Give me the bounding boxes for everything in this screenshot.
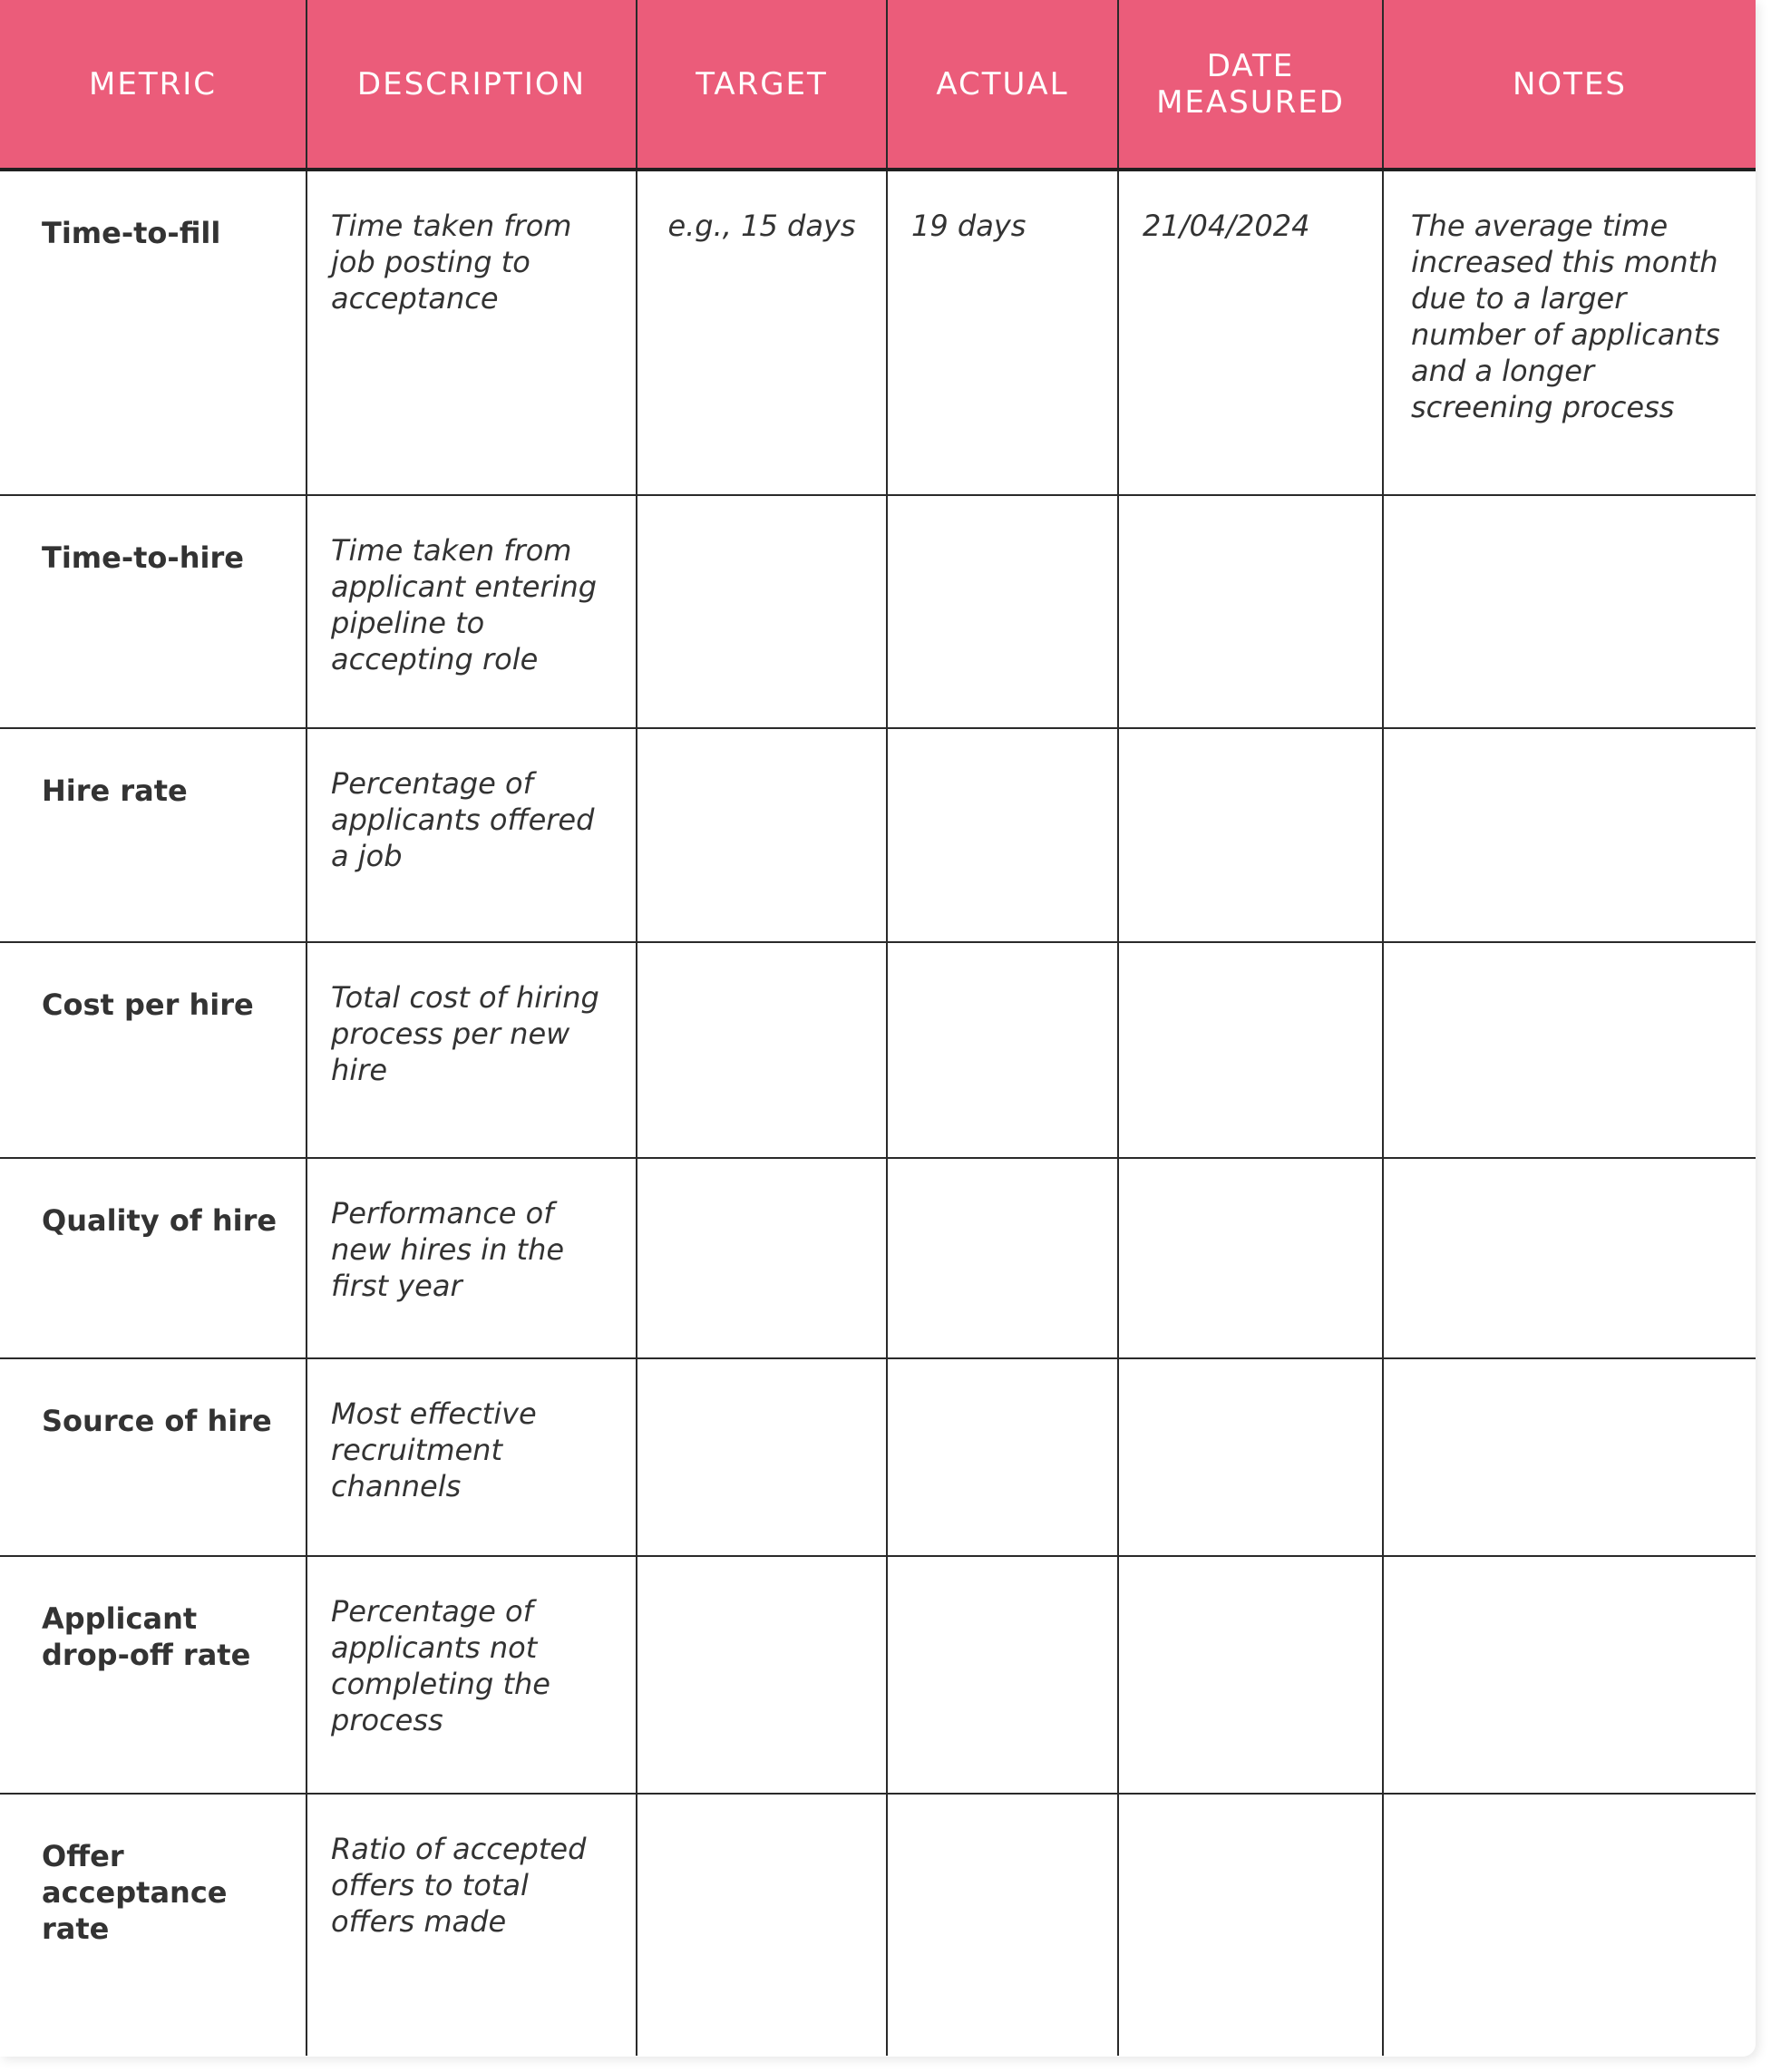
date-measured-cell[interactable] (1118, 1158, 1383, 1358)
notes-cell[interactable] (1383, 1556, 1756, 1794)
actual-cell[interactable] (887, 728, 1118, 942)
table-row (0, 1794, 1756, 2056)
target-cell[interactable]: e.g., 15 days (637, 170, 887, 495)
actual-cell[interactable] (887, 942, 1118, 1158)
actual-cell[interactable] (887, 495, 1118, 728)
table-row (0, 170, 1756, 495)
notes-cell[interactable] (1383, 1358, 1756, 1556)
description-cell: Percentage of applicants offered a job (307, 728, 637, 942)
header-notes: NOTES (1383, 0, 1756, 170)
table-header (0, 0, 1756, 170)
target-cell[interactable] (637, 1556, 887, 1794)
description-cell: Time taken from applicant entering pipeline to accepting role (307, 495, 637, 728)
metric-cell: Source of hire (0, 1358, 307, 1556)
metric-cell: Cost per hire (0, 942, 307, 1158)
table-row (0, 942, 1756, 1158)
target-cell[interactable] (637, 1358, 887, 1556)
table-row (0, 1556, 1756, 1794)
target-cell[interactable] (637, 1794, 887, 2056)
header-metric: METRIC (0, 0, 307, 170)
table-row (0, 728, 1756, 942)
actual-cell[interactable] (887, 1358, 1118, 1556)
notes-cell[interactable] (1383, 942, 1756, 1158)
description-cell: Most effective recruitment channels (307, 1358, 637, 1556)
target-cell[interactable] (637, 495, 887, 728)
header-description: DESCRIPTION (307, 0, 637, 170)
date-measured-cell[interactable]: 21/04/2024 (1118, 170, 1383, 495)
metric-cell: Hire rate (0, 728, 307, 942)
date-measured-cell[interactable] (1118, 1556, 1383, 1794)
target-cell[interactable] (637, 942, 887, 1158)
date-measured-cell[interactable] (1118, 1794, 1383, 2056)
metric-cell: Quality of hire (0, 1158, 307, 1358)
actual-cell[interactable] (887, 1158, 1118, 1358)
actual-cell[interactable]: 19 days (887, 170, 1118, 495)
metric-cell: Offer acceptance rate (0, 1794, 307, 2056)
notes-cell[interactable] (1383, 1794, 1756, 2056)
header-target: TARGET (637, 0, 887, 170)
actual-cell[interactable] (887, 1556, 1118, 1794)
date-measured-cell[interactable] (1118, 942, 1383, 1158)
actual-cell[interactable] (887, 1794, 1118, 2056)
header-date-line1: DATE (1206, 47, 1295, 84)
description-cell: Ratio of accepted offers to total offers made (307, 1794, 637, 2056)
description-cell: Performance of new hires in the first year (307, 1158, 637, 1358)
notes-cell[interactable] (1383, 495, 1756, 728)
description-cell: Time taken from job posting to acceptance (307, 170, 637, 495)
notes-cell[interactable] (1383, 1158, 1756, 1358)
table-row (0, 1158, 1756, 1358)
metric-cell: Time-to-hire (0, 495, 307, 728)
date-measured-cell[interactable] (1118, 728, 1383, 942)
date-measured-cell[interactable] (1118, 1358, 1383, 1556)
table-body (0, 170, 1756, 2056)
header-date-line2: MEASURED (1156, 83, 1345, 121)
target-cell[interactable] (637, 1158, 887, 1358)
date-measured-cell[interactable] (1118, 495, 1383, 728)
header-actual: ACTUAL (887, 0, 1118, 170)
metric-cell: Applicant drop-off rate (0, 1556, 307, 1794)
notes-cell[interactable] (1383, 728, 1756, 942)
table-row (0, 1358, 1756, 1556)
description-cell: Total cost of hiring process per new hire (307, 942, 637, 1158)
description-cell: Percentage of applicants not completing the process (307, 1556, 637, 1794)
metric-cell: Time-to-fill (42, 216, 221, 250)
header-date-measured (1118, 0, 1383, 170)
target-cell[interactable] (637, 728, 887, 942)
header-row (0, 0, 1756, 170)
table-row (0, 495, 1756, 728)
notes-cell[interactable]: The average time increased this month due to a larger number of applicants and a longer screening process (1383, 170, 1756, 495)
